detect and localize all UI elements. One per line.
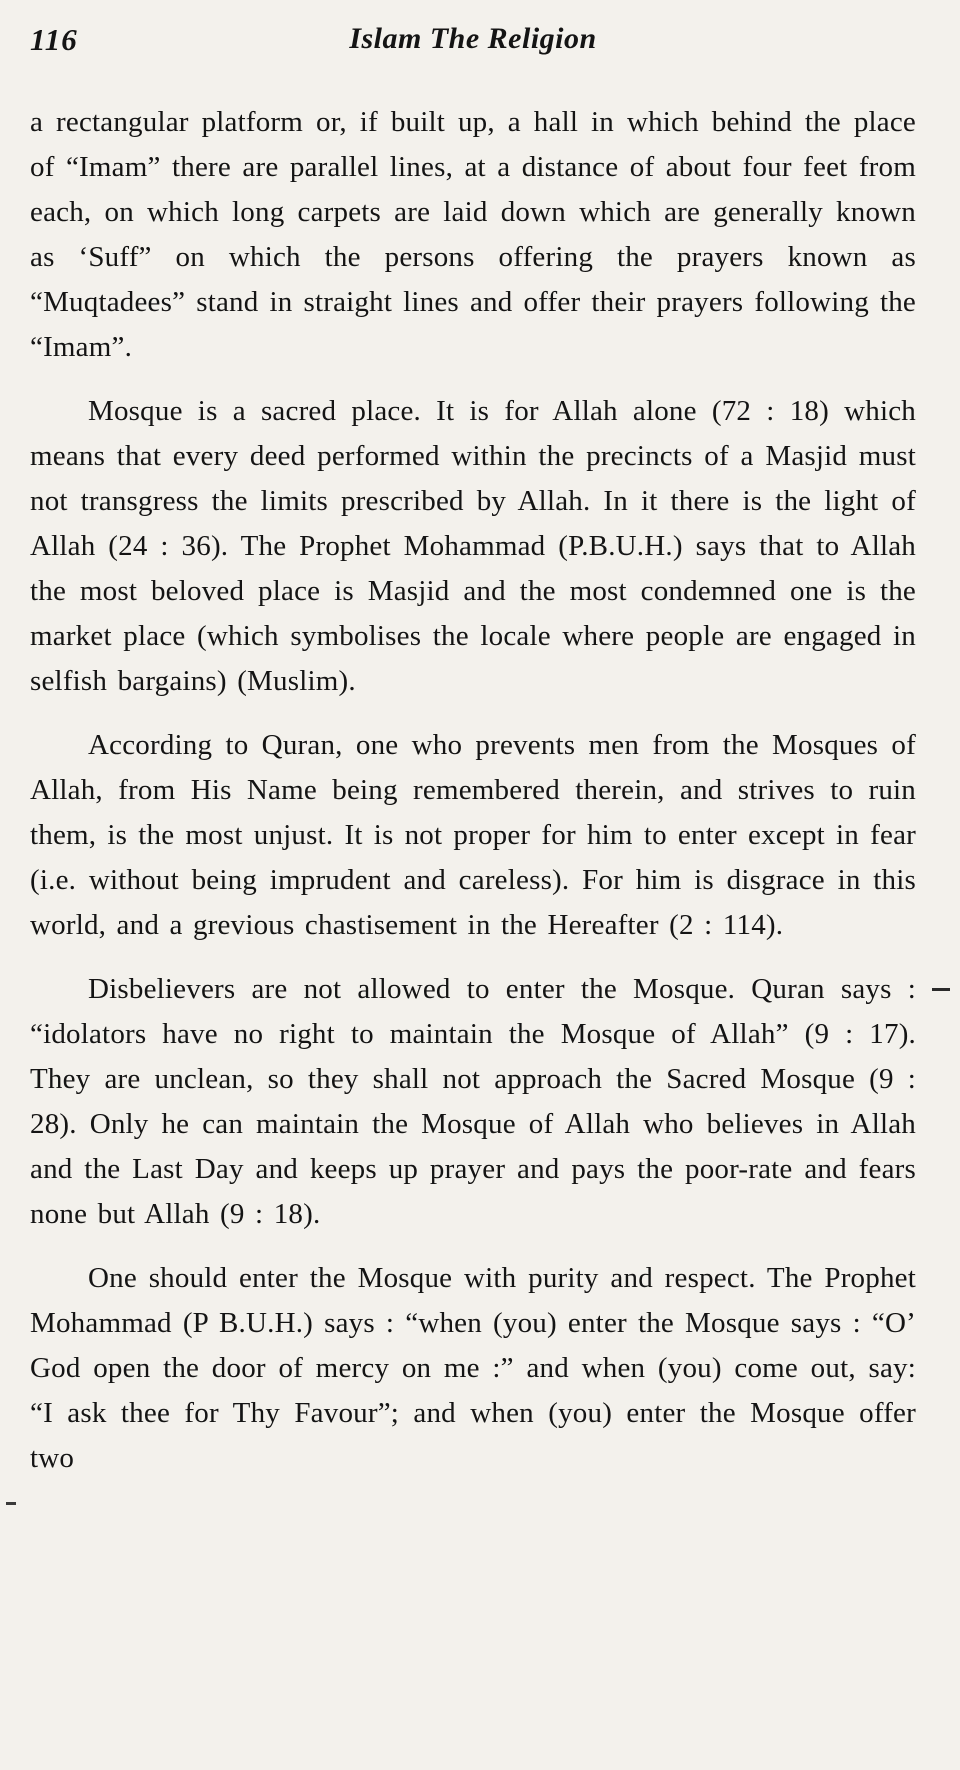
left-edge-mark (6, 1502, 16, 1505)
page-header (30, 22, 916, 74)
paragraph-5: One should enter the Mosque with purity and respect. The Prophet Mohammad (P B.U.H.) says : “when (you) enter the Mosque says : “O’ God open the door of mercy on me :” and when (you) come out, say: “I ask thee for Thy Favour”; and when (you) enter the Mosque offer two (30, 1262, 916, 1474)
paragraph-4: Disbelievers are not allowed to enter the Mosque. Quran says : “idolators have no right to maintain the Mosque of Allah” (9 : 17). They are unclean, so they shall not approach the Sacred Mosque (9 : 28). Only he can maintain the Mosque of Allah who believes in Allah and the Last Day and keeps up prayer and pays the poor-rate and fears none but Allah (9 : 18). (30, 973, 916, 1230)
page-title: Islam The Religion (349, 22, 597, 55)
page-body (30, 100, 916, 1481)
page-number: 116 (30, 22, 78, 57)
paragraph-1: a rectangular platform or, if built up, a hall in which behind the place of “Imam” there are parallel lines, at a distance of about four feet from each, on which long carpets are laid down which are generally known as ‘Suff” on which the persons offering the prayers known as “Muqtadees” stand in straight lines and offer their prayers following the “Imam”. (30, 106, 916, 363)
margin-dash-mark (932, 988, 950, 991)
paragraph-3: According to Quran, one who prevents men from the Mosques of Allah, from His Name being remembered therein, and strives to ruin them, is the most unjust. It is not proper for him to enter except in fear (i.e. without being imprudent and careless). For him is disgrace in this world, and a grevious chastisement in the Hereafter (2 : 114). (30, 729, 916, 941)
paragraph-2: Mosque is a sacred place. It is for Allah alone (72 : 18) which means that every deed performed within the precincts of a Masjid must not transgress the limits prescribed by Allah. In it there is the light of Allah (24 : 36). The Prophet Mohammad (P.B.U.H.) says that to Allah the most beloved place is Masjid and the most condemned one is the market place (which symbolises the locale where people are engaged in selfish bargains) (Muslim). (30, 395, 916, 697)
